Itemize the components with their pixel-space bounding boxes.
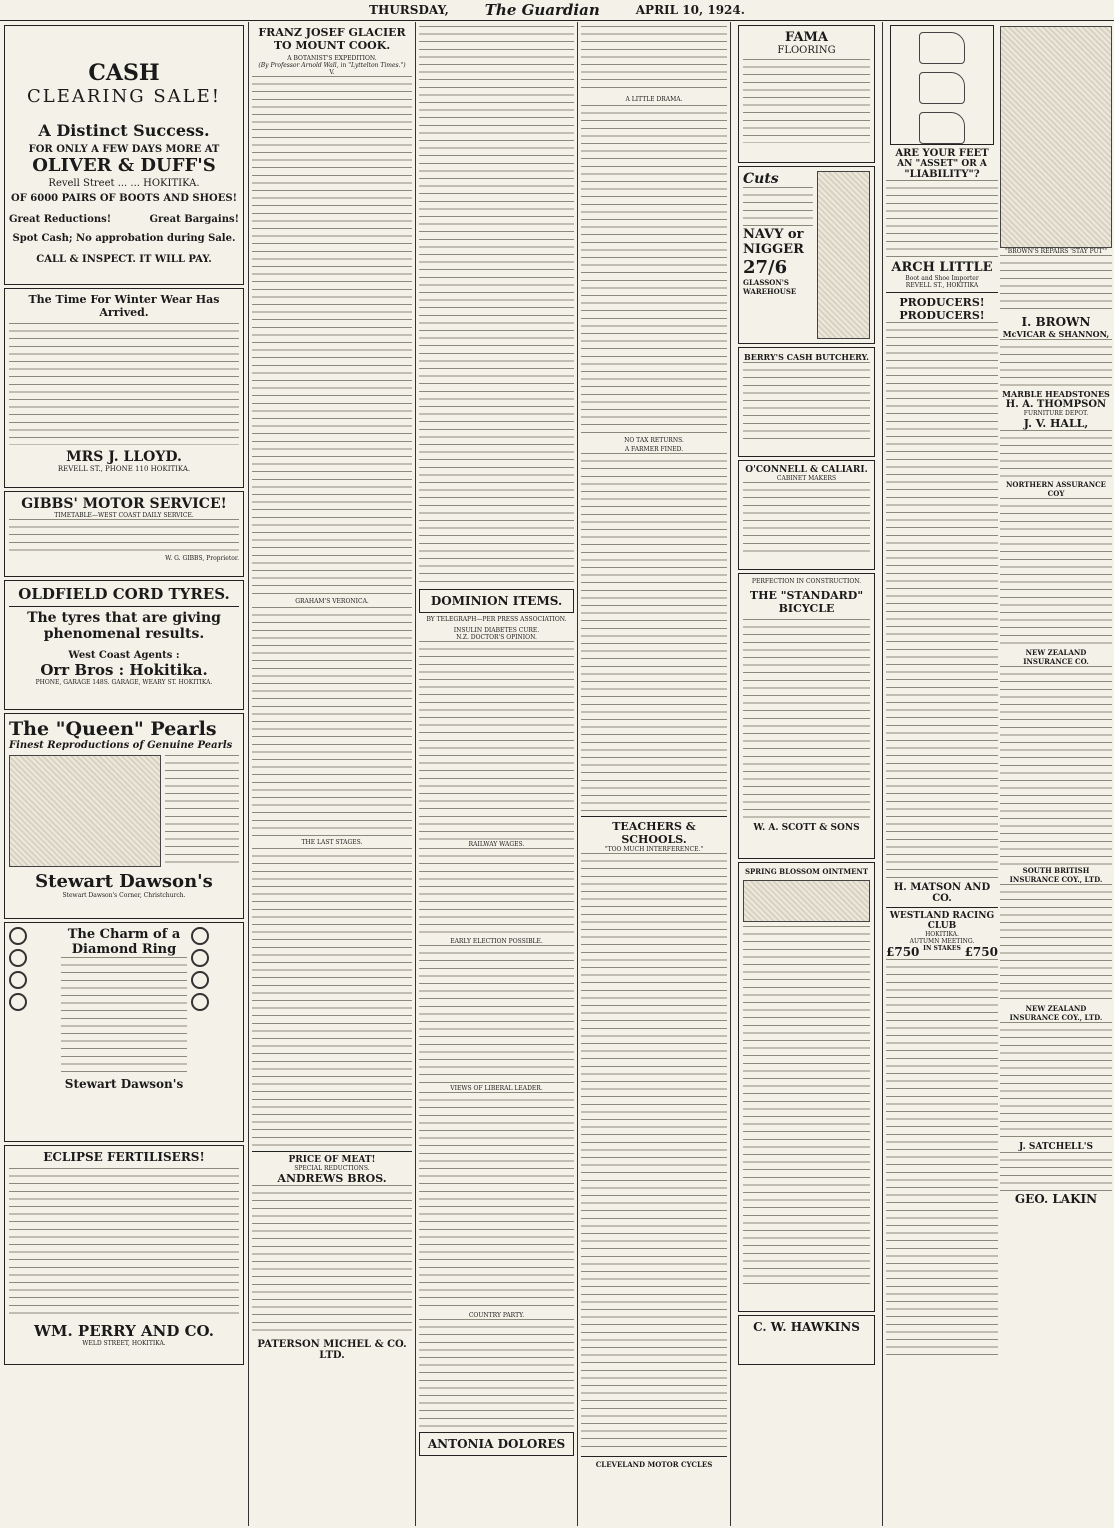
are-you: ARE YOUR FEET (895, 148, 989, 159)
lakin: GEO. LAKIN (1014, 1192, 1098, 1206)
country-heading: COUNTRY PARTY. (468, 1312, 525, 1319)
col4-text-1 (581, 26, 727, 94)
orr-bros: Orr Bros : Hokitika. (40, 661, 208, 679)
column-5 (734, 22, 879, 1526)
street: Revell Street ... ... HOKITIKA. (48, 178, 200, 189)
glacier-text-1 (252, 76, 412, 596)
cuts-text (743, 187, 813, 227)
call-inspect: CALL & INSPECT. IT WILL PAY. (36, 254, 212, 265)
producers-text (886, 322, 998, 882)
brown-text (1000, 255, 1112, 315)
feet-text (886, 180, 998, 260)
success: A Distinct Success. (38, 121, 210, 140)
column-rule (577, 22, 578, 1526)
south-british-text (1000, 884, 1112, 1004)
furniture: FURNITURE DEPOT. (1023, 410, 1089, 417)
views-text (419, 1092, 574, 1312)
dominion-header (419, 589, 574, 613)
spot-cash: Spot Cash; No approbation during Sale. (12, 233, 236, 244)
country-text (419, 1319, 574, 1429)
early-heading: EARLY ELECTION POSSIBLE. (450, 938, 543, 945)
pairs: OF 6000 PAIRS OF BOOTS AND SHOES! (10, 193, 237, 204)
eclipse-title: ECLIPSE FERTILISERS! (43, 1150, 205, 1164)
gibbs-ad (4, 491, 244, 577)
column-7 (886, 22, 1112, 1526)
column-rule (415, 22, 416, 1526)
glacier-subtitle: A BOTANIST'S EXPEDITION. (287, 55, 377, 62)
northern: NORTHERN ASSURANCE COY (1005, 480, 1107, 498)
ring-title: The Charm of a Diamond Ring (67, 927, 181, 957)
brown-illustration (1000, 26, 1112, 248)
column-2 (252, 22, 412, 1526)
perfection: PERFECTION IN CONSTRUCTION. (751, 578, 862, 585)
autumn-meeting: AUTUMN MEETING. (909, 938, 975, 945)
masthead-date: APRIL 10, 1924. (635, 3, 745, 17)
column-3 (419, 22, 574, 1526)
column-rule (882, 22, 883, 1526)
railway-text (419, 848, 574, 938)
last-stages-heading: THE LAST STAGES. (301, 839, 363, 846)
diamond-ring-ad (4, 922, 244, 1142)
andrews-text (252, 1185, 412, 1335)
views-heading: VIEWS OF LIBERAL LEADER. (450, 1085, 543, 1092)
lloyd-name: MRS J. LLOYD. (66, 449, 182, 465)
antonia-ad (419, 1432, 574, 1456)
pearls-illustration (9, 755, 161, 867)
perry-ad (4, 1145, 244, 1365)
masthead-paper: The Guardian (484, 1, 600, 19)
arch-addr: REVELL ST., HOKITIKA (905, 282, 979, 289)
south-british: SOUTH BRITISH INSURANCE COY., LTD. (1009, 866, 1103, 884)
early-text (419, 945, 574, 1085)
column-rule (248, 22, 249, 1526)
hawkins-ad (738, 1315, 875, 1365)
glasson-name: GLASSON'S WAREHOUSE (743, 278, 797, 296)
tyres-sub: The tyres that are giving phenomenal results. (27, 610, 221, 642)
berry-text (743, 362, 870, 442)
nz-insurance-text (1000, 666, 1112, 866)
fama-sub: FLOORING (777, 45, 836, 56)
fama-title: FAMA (784, 30, 829, 45)
column-7-content (1000, 22, 1112, 1359)
opinion-heading: N.Z. DOCTOR'S OPINION. (456, 634, 537, 641)
interference-heading: "TOO MUCH INTERFERENCE." (604, 846, 704, 853)
producers: PRODUCERS! PRODUCERS! (899, 296, 985, 322)
stewart2-name: Stewart Dawson's (64, 1077, 184, 1091)
fama-text (743, 59, 870, 143)
perry-name: WM. PERRY AND CO. (34, 1322, 214, 1340)
insulin-text (419, 641, 574, 841)
pearls-text (165, 755, 239, 865)
bargains: Great Bargains! (149, 214, 239, 225)
rings-left (9, 927, 57, 1091)
masthead (0, 0, 1114, 21)
cash-sub: CLEARING SALE! (26, 86, 222, 107)
liability: "LIABILITY"? (904, 169, 980, 180)
pearls-sub: Finest Reproductions of Genuine Pearls (9, 740, 233, 751)
arch-sub: Boot and Shoe Importer (905, 275, 979, 282)
oliver-duff-ad (4, 25, 244, 285)
oconnell-text (743, 482, 870, 552)
hawkins-name: C. W. HAWKINS (753, 1320, 860, 1334)
pearls-ad (4, 713, 244, 919)
tyres-ad (4, 580, 244, 710)
antonia-title: ANTONIA DOLORES (427, 1437, 566, 1451)
perry-address: WELD STREET, HOKITIKA. (82, 1340, 166, 1347)
teachers-heading: TEACHERS & SCHOOLS. (612, 820, 696, 846)
satchell-text (1000, 1152, 1112, 1192)
navy-price: 27/6 (743, 257, 788, 278)
oconnell-title: O'CONNELL & CALIARI. (745, 465, 868, 475)
few-days: FOR ONLY A FEW DAYS MORE AT (28, 144, 220, 155)
column-6-content (886, 22, 998, 1359)
racing-text (886, 959, 998, 1359)
column-rule (730, 22, 731, 1526)
drama-heading: A LITTLE DRAMA. (625, 96, 683, 103)
lloyd-ad (4, 288, 244, 488)
westland-racing: WESTLAND RACING CLUB (889, 911, 995, 931)
northern-text (1000, 498, 1112, 648)
glacier-text-3 (252, 848, 412, 1148)
rings-right (191, 927, 239, 1091)
in-stakes: IN STAKES (923, 945, 961, 952)
satchell: J. SATCHELL'S (1019, 1142, 1093, 1152)
nz-insurance-2: NEW ZEALAND INSURANCE COY., LTD. (1009, 1004, 1103, 1022)
perry-text (9, 1168, 239, 1318)
spring-blossom-ad (738, 862, 875, 1312)
navy-nigger: NAVY or NIGGER (743, 227, 804, 257)
insulin-heading: INSULIN DIABETES CURE. (453, 627, 540, 634)
ring-text (61, 957, 187, 1077)
drama-text (581, 105, 727, 435)
dominion-title: DOMINION ITEMS. (430, 594, 563, 608)
oconnell-sub: CABINET MAKERS (776, 475, 837, 482)
column-1 (0, 22, 248, 1526)
railway-heading: RAILWAY WAGES. (468, 841, 525, 848)
mcvicar-text (1000, 339, 1112, 389)
nz-insurance-2-text (1000, 1022, 1112, 1142)
gibbs-title: GIBBS' MOTOR SERVICE! (21, 496, 227, 512)
standard-title: THE "STANDARD" BICYCLE (749, 589, 864, 615)
firm-name: OLIVER & DUFF'S (32, 155, 216, 176)
winter-title: The Time For Winter Wear Has Arrived. (28, 293, 220, 319)
reductions: Great Reductions! (9, 214, 112, 225)
special-reductions: SPECIAL REDUCTIONS. (294, 1165, 370, 1172)
dominion-sub: BY TELEGRAPH—PER PRESS ASSOCIATION. (426, 616, 567, 623)
cuts-title: Cuts (743, 171, 779, 187)
stewart-name: Stewart Dawson's (35, 871, 213, 892)
marble: MARBLE HEADSTONES (1002, 389, 1110, 399)
price-meat: PRICE OF MEAT! (288, 1155, 376, 1165)
standard-bicycle-ad (738, 573, 875, 859)
racing-hokitika: HOKITIKA. (925, 931, 959, 938)
oconnell-ad (738, 460, 875, 570)
asset: AN "ASSET" OR A (897, 159, 987, 169)
berry-ad (738, 347, 875, 457)
orr-phone: PHONE, GARAGE 148S. GARAGE, WEARY ST. HOKITIKA. (35, 679, 213, 686)
andrews-bros: ANDREWS BROS. (277, 1172, 387, 1185)
thompson: H. A. THOMPSON (1005, 399, 1107, 410)
pearls-title: The "Queen" Pearls (9, 718, 217, 740)
lloyd-address: REVELL ST., PHONE 110 HOKITIKA. (57, 465, 191, 473)
arch-little: ARCH LITTLE (891, 260, 993, 275)
scott-name: W. A. SCOTT & SONS (753, 823, 860, 833)
stewart-sub: Stewart Dawson's Corner, Christchurch. (62, 892, 186, 899)
fama-ad (738, 25, 875, 163)
mcvicar: McVICAR & SHANNON, (1002, 329, 1110, 339)
masthead-day: THURSDAY, (369, 3, 449, 17)
cash-title: CASH (88, 60, 160, 86)
teachers-text (581, 853, 727, 1453)
boots-illustration-box (890, 25, 994, 145)
paterson: PATERSON MICHEL & CO. LTD. (257, 1339, 407, 1361)
spring-logo (743, 880, 870, 922)
glacier-text-2 (252, 607, 412, 837)
spring-title: SPRING BLOSSOM OINTMENT (744, 867, 869, 876)
tyres-title: OLDFIELD CORD TYRES. (18, 585, 230, 603)
stakes-left: £750 (886, 945, 920, 959)
brown-repairs: "BROWN'S REPAIRS 'STAY PUT'" (1004, 248, 1108, 255)
standard-text (743, 619, 870, 819)
spring-text (743, 926, 870, 1286)
berry-title: BERRY'S CASH BUTCHERY. (744, 352, 869, 362)
gibbs-sign: W. G. GIBBS, Proprietor. (165, 555, 239, 562)
glacier-section: V. (329, 69, 335, 76)
grahams-heading: GRAHAM'S VERONICA. (295, 598, 369, 605)
gibbs-timetable (9, 519, 239, 555)
farmer-heading: A FARMER FINED. (624, 446, 684, 453)
glacier-byline: (By Professor Arnold Wall, in "Lyttelton Times.") (258, 62, 406, 69)
ibrown: I. BROWN (1021, 315, 1091, 329)
lloyd-text (9, 323, 239, 445)
hall-text (1000, 430, 1112, 480)
col3-text-1 (419, 26, 574, 586)
coat-illustration (817, 171, 870, 339)
farmer-text (581, 453, 727, 813)
agents: West Coast Agents : (68, 650, 180, 661)
stakes-right: £750 (964, 945, 998, 959)
column-4 (581, 22, 727, 1526)
cleveland: CLEVELAND MOTOR CYCLES (595, 1460, 713, 1469)
hall: J. V. HALL, (1023, 417, 1089, 430)
gibbs-sub: TIMETABLE—WEST COAST DAILY SERVICE. (54, 512, 194, 519)
tax-heading: NO TAX RETURNS. (624, 437, 684, 444)
nz-insurance: NEW ZEALAND INSURANCE CO. (1023, 648, 1089, 666)
matson-name: H. MATSON AND CO. (893, 882, 991, 904)
glasson-ad (738, 166, 875, 344)
glacier-title: FRANZ JOSEF GLACIER TO MOUNT COOK. (258, 26, 406, 52)
